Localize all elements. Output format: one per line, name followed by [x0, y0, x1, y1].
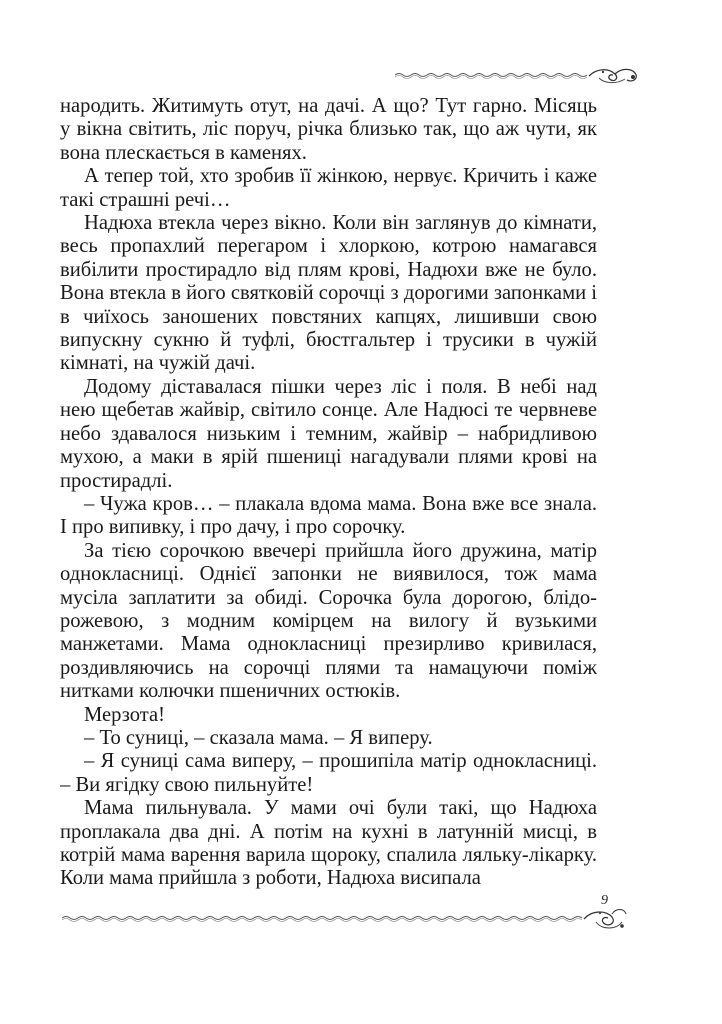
paragraph: Додому діставалася пішки через ліс і поля. В небі над нею щебетав жайвір, світило сонце. Але Надюсі те червневе небо здавалося низьким і темним, жайвір – набридливою мухою, а маки в ярій пшениці нагадували плями крові на простирадлі. — [60, 375, 597, 492]
paragraph: – Чужа кров… – плакала вдома мама. Вона вже все знала. І про випивку, і про дачу, і про сорочку. — [60, 492, 597, 539]
paragraph: А тепер той, хто зробив її жінкою, нервує. Кричить і каже такі страшні речі… — [60, 165, 597, 211]
footer-flourish-ornament — [60, 906, 628, 934]
paragraph: – То суниці, – сказала мама. – Я виперу. — [84, 726, 433, 749]
paragraph: Мерзота! — [84, 703, 166, 726]
page-number: 9 — [601, 893, 608, 908]
body-text — [60, 95, 597, 891]
paragraph: Мама пильнувала. У мами очі були такі, що Надюха проплакала два дні. А потім на кухні в латунній мисці, в котрій мама варення варила щороку, спалила ляльку-лікарку. Коли мама прийшла з роботи, Надюха висипала — [60, 797, 597, 890]
paragraph: – Я суниці сама виперу, – прошипіла матір однокласниці. – Ви ягідку свою пильнуйте! — [60, 750, 597, 796]
paragraph: Надюха втекла через вікно. Коли він заглянув до кімнати, весь пропахлий перегаром і хлоркою, котрою намагався вибілити простирадло від плям крові, Надюхи вже не було. Вона втекла в його святковій сорочці з дорогими запонками і в чиїхось заношених повстяних капцях, лишивши свою випускну сукню й туфлі, бюстгальтер і трусики в чужій кімнаті, на чужій дачі. — [60, 212, 597, 375]
paragraph: За тією сорочкою ввечері прийшла його дружина, матір однокласниці. Однієї запонки не виявилося, тож мама мусіла заплатити за обиді. Сорочка була дорогою, блідо-рожевою, з модним комірцем на вилогу й вузькими манжетами. Мама однокласниці презирливо кривилася, роздивляючись на сорочці плями та намацуючи поміж нитками колючки пшеничних остюків. — [60, 539, 597, 703]
header-flourish-ornament — [393, 64, 641, 86]
paragraph: народить. Житимуть отут, на дачі. А що? Тут гарно. Місяць у вікна світить, ліс поруч, річка близько так, що аж чути, як вона плескається в каменях. — [60, 95, 597, 164]
